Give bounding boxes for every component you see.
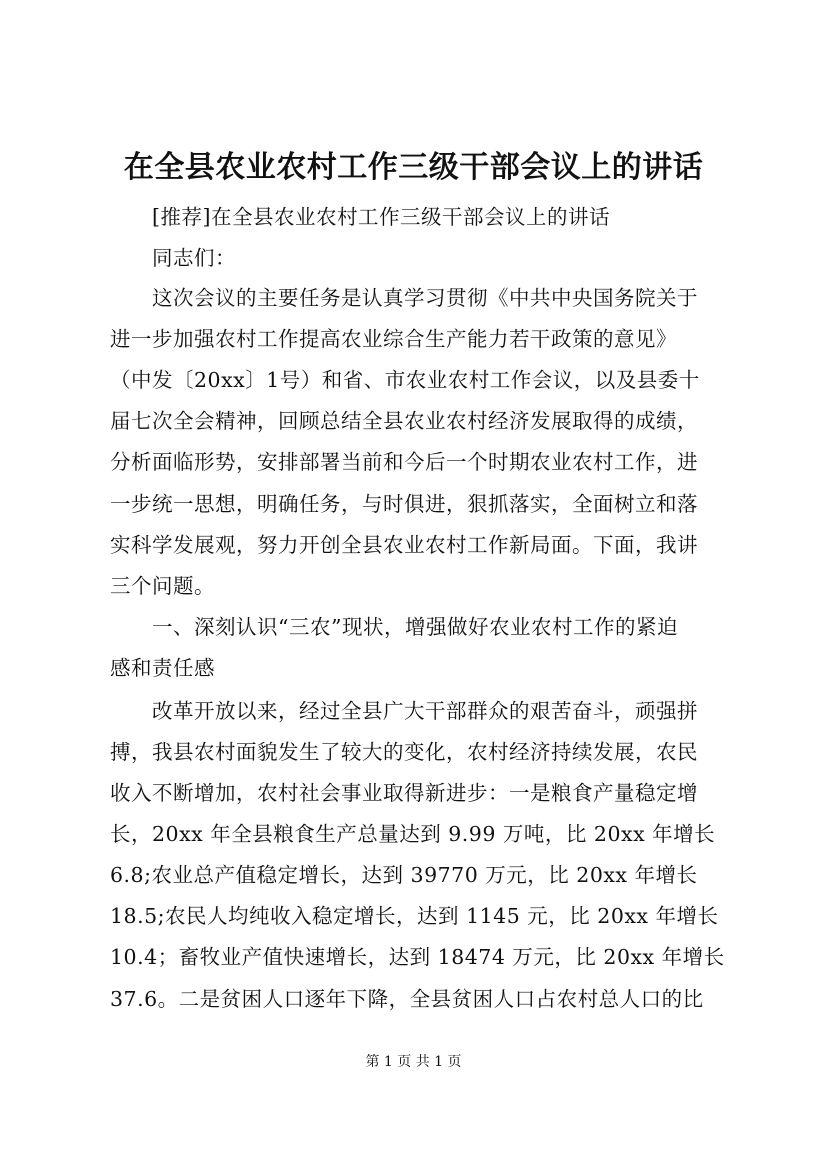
paragraph-line: 37.6。二是贫困人口逐年下降，全县贫困人口占农村总人口的比: [110, 987, 704, 1011]
paragraph-line: 进一步加强农村工作提高农业综合生产能力若干政策的意见》: [110, 327, 677, 351]
salutation: 同志们：: [152, 246, 236, 270]
page-footer: 第 1 页 共 1 页: [365, 1054, 462, 1070]
paragraph-line: 收入不断增加，农村社会事业取得新进步：一是粮食产量稳定增: [110, 781, 698, 805]
paragraph-line: 三个问题。: [110, 574, 215, 598]
paragraph-line: 分析面临形势，安排部署当前和今后一个时期农业农村工作，进: [110, 450, 698, 474]
paragraph-line: （中发〔20xx〕1号）和省、市农业农村工作会议，以及县委十: [110, 368, 700, 392]
section-heading: 感和责任感: [110, 656, 215, 680]
paragraph-line: 搏，我县农村面貌发生了较大的变化，农村经济持续发展，农民: [110, 740, 698, 764]
paragraph-line: 18.5;农民人均纯收入稳定增长，达到 1145 元，比 20xx 年增长: [110, 904, 719, 928]
paragraph-line: 长，20xx 年全县粮食生产总量达到 9.99 万吨，比 20xx 年增长: [110, 822, 716, 846]
paragraph-line: 届七次全会精神，回顾总结全县农业农村经济发展取得的成绩，: [110, 409, 698, 433]
paragraph-line: 一步统一思想，明确任务，与时俱进，狠抓落实，全面树立和落: [110, 492, 698, 516]
document-title: 在全县农业农村工作三级干部会议上的讲话: [123, 150, 704, 185]
paragraph-line: 10.4；畜牧业产值快速增长，达到 18474 万元，比 20xx 年增长: [110, 945, 725, 969]
paragraph-line: 6.8;农业总产值稳定增长，达到 39770 万元，比 20xx 年增长: [110, 863, 698, 887]
paragraph-line: 改革开放以来，经过全县广大干部群众的艰苦奋斗，顽强拼: [152, 699, 698, 723]
recommend-line: [推荐]在全县农业农村工作三级干部会议上的讲话: [152, 205, 610, 229]
paragraph-line: 这次会议的主要任务是认真学习贯彻《中共中央国务院关于: [152, 286, 698, 310]
paragraph-line: 实科学发展观，努力开创全县农业农村工作新局面。下面，我讲: [110, 533, 698, 557]
section-heading: 一、深刻认识“三农”现状，增强做好农业农村工作的紧迫: [152, 615, 678, 639]
